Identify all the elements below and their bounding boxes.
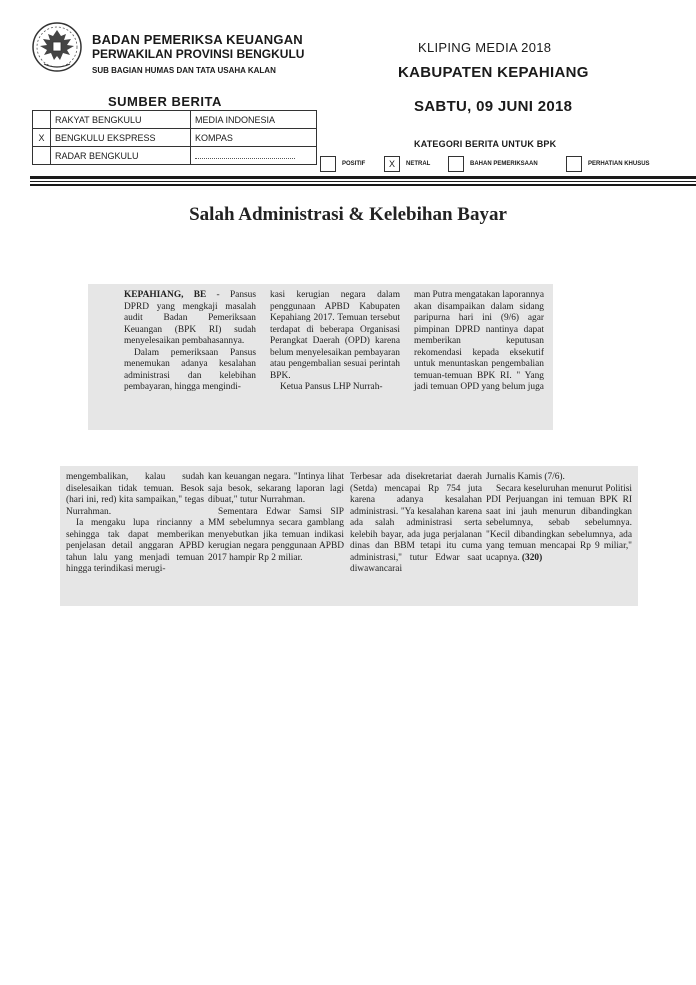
org-branch: PERWAKILAN PROVINSI BENGKULU xyxy=(92,47,305,61)
source-checkbox[interactable] xyxy=(33,111,51,129)
dotted-line xyxy=(195,158,295,159)
source-row xyxy=(33,129,317,147)
kliping-title: KLIPING MEDIA 2018 xyxy=(418,40,552,55)
organization-block xyxy=(92,32,304,78)
news-clipping-part-2 xyxy=(60,466,638,606)
category-label: PERHATIAN KHUSUS xyxy=(588,161,650,167)
article-column xyxy=(208,472,344,564)
category-checkbox[interactable] xyxy=(448,156,464,172)
article-column xyxy=(486,472,632,564)
org-name: BADAN PEMERIKSA KEUANGAN xyxy=(92,32,303,47)
header-divider xyxy=(30,176,696,179)
article-paragraph: kan keuangan negara. "Intinya lihat saja besok, sekarang laporan lagi dibuat," tutur Nurrahman. xyxy=(208,472,344,505)
article-paragraph: Sementara Edwar Samsi SIP MM sebelumnya secara gamblang menyebutkan jika temuan indikasi kerugian negara penggunaan APBD 2017 hampir Rp 2 miliar. xyxy=(208,506,344,563)
source-row xyxy=(33,147,317,165)
bpk-garuda-logo-icon xyxy=(30,20,84,76)
article-column xyxy=(124,290,256,394)
category-label: NETRAL xyxy=(406,161,431,167)
category-netral xyxy=(384,156,430,172)
source-checkbox[interactable]: X xyxy=(33,129,51,147)
source-name: RADAR BENGKULU xyxy=(51,147,191,165)
article-paragraph: Ia mengaku lupa rincianny a sehingga tak dapat memberikan penjelasan detail anggaran APBD tahun lalu yang menjadi temuan hingga terindikasi merugi- xyxy=(66,518,204,574)
article-paragraph: man Putra mengatakan laporannya akan disampaikan dalam sidang paripurna hari ini (9/6) agar pimpinan DPRD nantinya dapat memberikan keputusan rekomendasi kepada eksekutif untuk menuntaskan pengembalian temuan-temuan BPK RI. " Yang jadi temuan OPD yang belum juga xyxy=(414,290,544,392)
source-section-title: SUMBER BERITA xyxy=(108,94,222,109)
category-checkbox[interactable] xyxy=(320,156,336,172)
article-code: (320) xyxy=(521,552,543,563)
kabupaten-title: KABUPATEN KEPAHIANG xyxy=(398,64,589,81)
header-divider-bottom xyxy=(30,184,696,186)
article-paragraph: Terbesar ada disekretariat daerah (Setda) mencapai Rp 754 juta karena adanya kesalahan administrasi. "Ya kesalahan karena ada salah administrasi serta kelebih bayar, ada juga perjalanan dinas dan BBM tetapi itu cuma administrasi," tutur Edwar saat diwawancarai xyxy=(350,472,482,574)
source-name: MEDIA INDONESIA xyxy=(191,111,317,129)
source-table xyxy=(32,110,317,165)
org-subdivision: SUB BAGIAN HUMAS DAN TATA USAHA KALAN xyxy=(92,66,276,75)
article-column xyxy=(414,290,544,394)
article-paragraph: kasi kerugian negara dalam penggunaan APBD Kabupaten Kepahiang 2017. Temuan tersebut terdapat di beberapa Organisasi Perangkat Daerah (OPD) karena belum menyelesaikan pembayaran atau pengembalian sesuai perintah BPK. xyxy=(270,290,400,381)
category-section-title: KATEGORI BERITA UNTUK BPK xyxy=(414,139,557,149)
source-name: BENGKULU EKSPRESS xyxy=(51,129,191,147)
article-paragraph: - Pansus DPRD yang mengkaji masalah audit Badan Pemeriksaan Keuangan (BPK RI) sudah menyelesaikan pembahasannya. xyxy=(124,290,257,346)
article-dateline: KEPAHIANG, BE xyxy=(124,290,207,300)
category-positif xyxy=(320,156,365,172)
source-checkbox[interactable] xyxy=(33,147,51,165)
article-headline: Salah Administrasi & Kelebihan Bayar xyxy=(189,204,507,225)
article-column xyxy=(66,472,204,576)
category-label: POSITIF xyxy=(342,161,366,167)
article-paragraph: Jurnalis Kamis (7/6). xyxy=(486,472,565,482)
article-paragraph: Secara keseluruhan menurut Politisi PDI Perjuangan ini temuan BPK RI saat ini jauh menurun dibandingkan sebelumnya, sebab sebelumnya. "Kecil dibandingkan sebelumnya, ada yang temuan mencapai Rp 9 miliar," ucapnya. xyxy=(486,483,632,563)
category-checkbox[interactable]: X xyxy=(384,156,400,172)
source-name: RAKYAT BENGKULU xyxy=(51,111,191,129)
category-perhatian-khusus xyxy=(566,156,650,172)
article-paragraph: Dalam pemeriksaan Pansus menemukan adanya kesalahan administrasi dan kelebihan pembayaran, hingga mengindi- xyxy=(124,347,256,392)
category-bahan-pemeriksaan xyxy=(448,156,538,172)
header-divider-thin xyxy=(30,181,696,182)
article-column xyxy=(270,290,400,394)
source-blank-field xyxy=(191,147,317,165)
category-label: BAHAN PEMERIKSAAN xyxy=(470,161,538,167)
article-column xyxy=(350,472,482,576)
source-name: KOMPAS xyxy=(191,129,317,147)
category-checkbox[interactable] xyxy=(566,156,582,172)
source-row xyxy=(33,111,317,129)
clipping-date: SABTU, 09 JUNI 2018 xyxy=(414,98,573,115)
article-paragraph: mengembalikan, kalau sudah diselesaikan tidak temuan. Besok (hari ini, red) kita sampaikan," tegas Nurrahman. xyxy=(66,472,204,517)
article-paragraph: Ketua Pansus LHP Nurrah- xyxy=(280,382,383,392)
news-clipping-part-1 xyxy=(88,284,553,430)
